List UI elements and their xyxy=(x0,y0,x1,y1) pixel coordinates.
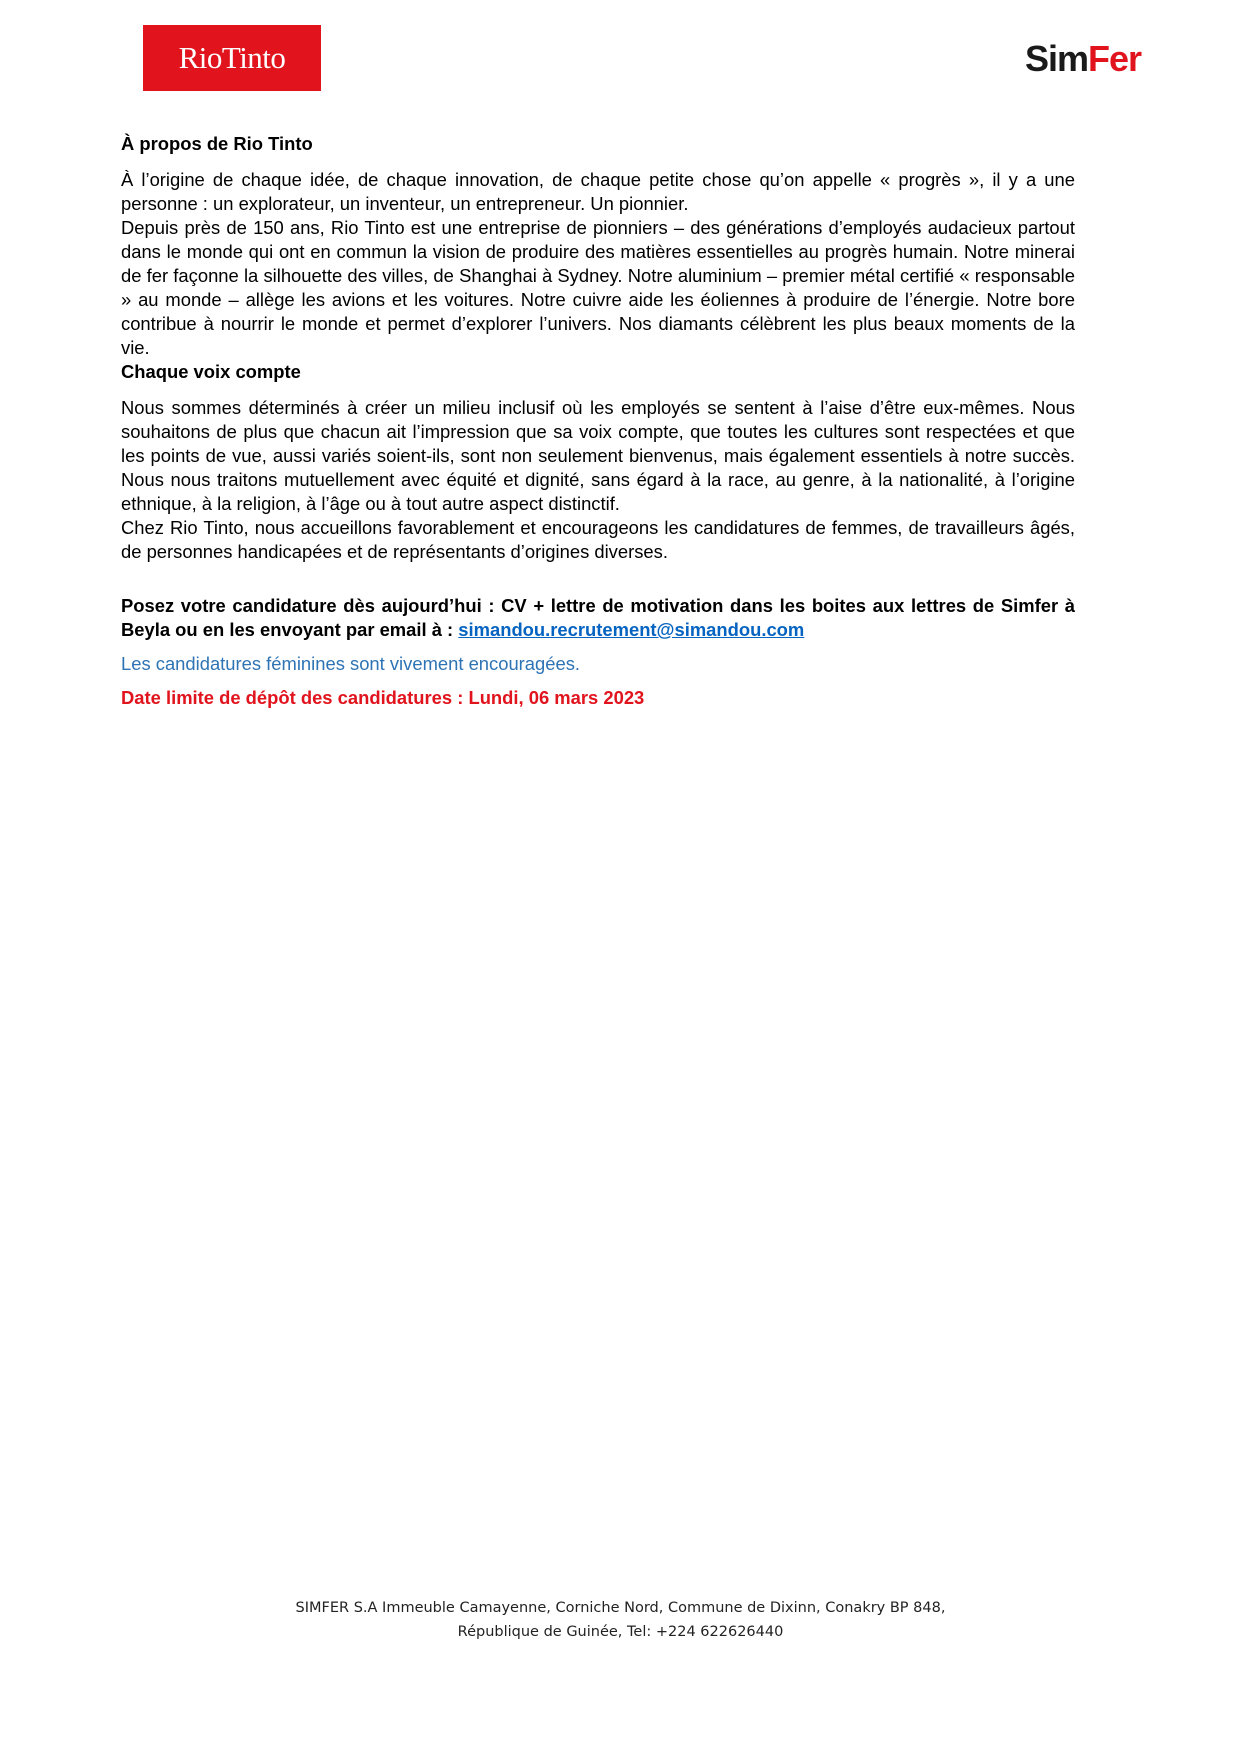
footer-line-2: République de Guinée, Tel: +224 622626440 xyxy=(457,1624,784,1640)
footer xyxy=(0,1596,1241,1644)
simfer-logo-fer: Fer xyxy=(1088,38,1142,79)
apply-instructions xyxy=(121,594,1075,642)
section-title-about: À propos de Rio Tinto xyxy=(121,133,313,154)
document-body xyxy=(121,132,1075,710)
rio-tinto-logo xyxy=(143,25,321,91)
voice-paragraph-1: Nous sommes déterminés à créer un milieu inclusif où les employés se sentent à l’aise d’être eux-mêmes. Nous souhaitons de plus que chacun ait l’impression que sa voix compte, que toutes les cultures sont respectées et que les points de vue, aussi variés soient-ils, sont non seulement bienvenus, mais également essentiels à notre succès. Nous nous traitons mutuellement avec équité et dignité, sans égard à la race, au genre, à la nationalité, à l’origine ethnique, à la religion, à l’âge ou à tout autre aspect distinctif. xyxy=(121,397,1075,514)
apply-text: Posez votre candidature dès aujourd’hui : CV + lettre de motivation dans les boites aux lettres de Simfer à Beyla ou en les envoyant par email à : xyxy=(121,595,1075,640)
encouragement-note: Les candidatures féminines sont vivement encouragées. xyxy=(121,653,581,674)
about-paragraph-2: Depuis près de 150 ans, Rio Tinto est une entreprise de pionniers – des générations d’employés audacieux partout dans le monde qui ont en commun la vision de produire des matières essentielles au progrès humain. Notre minerai de fer façonne la silhouette des villes, de Shanghai à Sydney. Notre aluminium – premier métal certifié « responsable » au monde – allège les avions et les voitures. Notre cuivre aide les éoliennes à produire de l’énergie. Notre bore contribue à nourrir le monde et permet d’explorer l’univers. Nos diamants célèbrent les plus beaux moments de la vie. xyxy=(121,217,1075,358)
deadline-note: Date limite de dépôt des candidatures : Lundi, 06 mars 2023 xyxy=(121,687,645,708)
about-paragraph-1: À l’origine de chaque idée, de chaque innovation, de chaque petite chose qu’on appelle « progrès », il y a une personne : un explorateur, un inventeur, un entrepreneur. Un pionnier. xyxy=(121,169,1075,214)
email-link[interactable]: simandou.recrutement@simandou.com xyxy=(458,619,805,640)
simfer-logo-sim: Sim xyxy=(1025,38,1089,79)
simfer-logo xyxy=(1025,38,1141,80)
rio-tinto-logo-text: RioTinto xyxy=(178,40,286,75)
section-title-voice: Chaque voix compte xyxy=(121,361,301,382)
voice-paragraph-2: Chez Rio Tinto, nous accueillons favorablement et encourageons les candidatures de femmes, de travailleurs âgés, de personnes handicapées et de représentants d’origines diverses. xyxy=(121,517,1075,562)
footer-line-1: SIMFER S.A Immeuble Camayenne, Corniche Nord, Commune de Dixinn, Conakry BP 848, xyxy=(295,1600,946,1616)
